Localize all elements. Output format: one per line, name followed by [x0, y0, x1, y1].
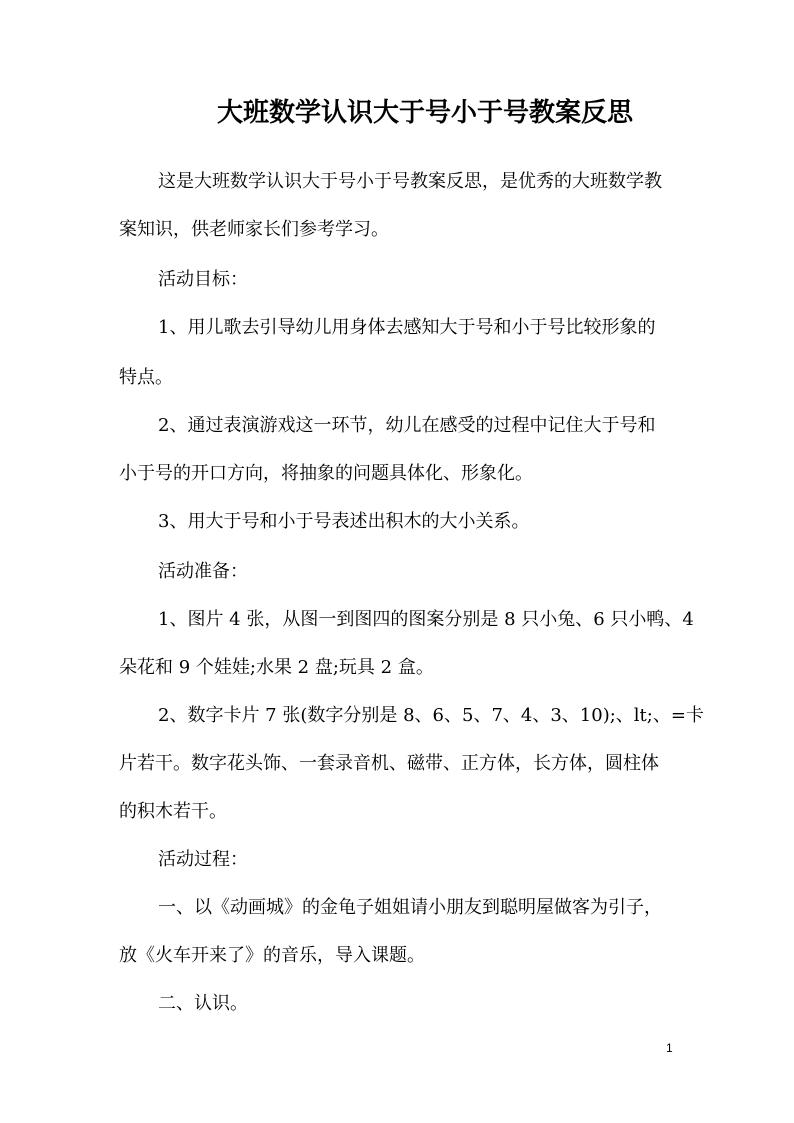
- paragraph-line: 的积木若干。: [119, 801, 227, 822]
- paragraph-line: 3、用大于号和小于号表述出积木的大小关系。: [158, 511, 530, 532]
- paragraph-line: 2、通过表演游戏这一环节，幼儿在感受的过程中记住大于号和: [158, 415, 656, 436]
- page-number: 1: [666, 1041, 673, 1055]
- paragraph-line: 2、数字卡片 7 张(数字分别是 8、6、5、7、4、3、10);、lt;、=卡: [158, 705, 704, 726]
- paragraph-line: 片若干。数字花头饰、一套录音机、磁带、正方体，长方体，圆柱体: [119, 753, 659, 774]
- paragraph-line: 二、认识。: [158, 993, 248, 1014]
- paragraph-line: 朵花和 9 个娃娃;水果 2 盘;玩具 2 盒。: [119, 657, 434, 678]
- paragraph-line: 特点。: [119, 367, 173, 388]
- paragraph-line: 小于号的开口方向，将抽象的问题具体化、形象化。: [119, 463, 533, 484]
- paragraph-line: 案知识，供老师家长们参考学习。: [119, 219, 389, 240]
- paragraph-line: 放《火车开来了》的音乐，导入课题。: [119, 945, 425, 966]
- section-heading: 活动准备：: [158, 561, 248, 582]
- section-heading: 活动过程：: [158, 849, 248, 870]
- paragraph-line: 这是大班数学认识大于号小于号教案反思，是优秀的大班数学教: [158, 171, 662, 192]
- paragraph-line: 1、图片 4 张，从图一到图四的图案分别是 8 只小兔、6 只小鸭、4: [158, 609, 694, 630]
- paragraph-line: 1、用儿歌去引导幼儿用身体去感知大于号和小于号比较形象的: [158, 317, 656, 338]
- document-title: 大班数学认识大于号小于号教案反思: [216, 98, 633, 128]
- section-heading: 活动目标：: [158, 269, 248, 290]
- paragraph-line: 一、以《动画城》的金龟子姐姐请小朋友到聪明屋做客为引子，: [158, 897, 662, 918]
